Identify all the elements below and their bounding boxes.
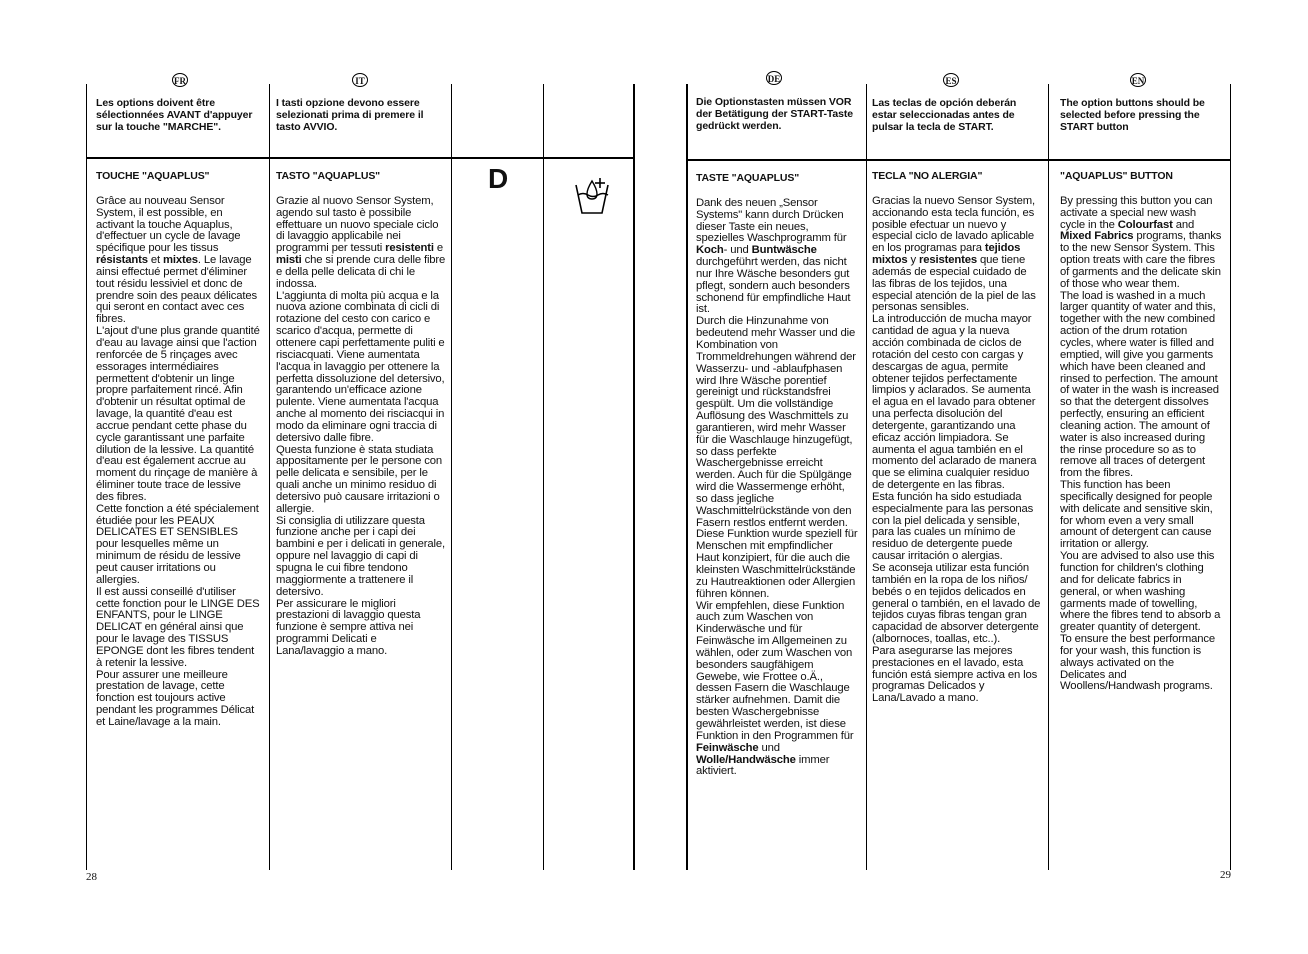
page-number-right: 29 bbox=[1220, 869, 1231, 881]
column-rule bbox=[269, 84, 270, 870]
flag-fr-icon: FR bbox=[172, 73, 188, 87]
body-en: By pressing this button you can activate a special new wash cycle in the Colourfast and Mixed Fabrics programs, thanks to the new Sensor System. This option treats with care the fibres of garments and the delicate skin of those who wear them. The load is washed in a much larger quantity of water and this, together with the new combined action of the drum rotation cycles, where water is filled and emptied, will give you garments which have been cleaned and rinsed to perfection. The amount of water in the wash is increased so that the detergent dissolves perfectly, ensuring an efficient cleaning action. The amount of water is also increased during the rinse procedure so as to remove all traces of detergent from the fibres. This function has been specifically designed for people with delicate and sensitive skin, for whom even a very small amount of detergent can cause irritation or allergy. You are advised to also use this function for children's clothing and for delicate fabrics in general, or when washing garments made of towelling, where the fibres tend to absorb a greater quantity of detergent. To ensure the best performance for your wash, this function is always activated on the Delicates and Woollens/Handwash programs. bbox=[1060, 194, 1222, 693]
flag-es-icon: ES bbox=[943, 73, 959, 87]
body-es: Gracias la nuevo Sensor System, accionando esta tecla función, es posible efectuar un nuevo y especial ciclo de lavado aplicable en los programas para tejidos mixtos y resistentes que tiene además de especial cuidado de las fibras de los tejidos, una especial atención de la piel de las personas sensibles. La introducción de mucha mayor cantidad de agua y la nueva acción combinada de ciclos de rotación del cesto con cargas y descargas de agua, permite obtener tejidos perfectamente limpios y aclarados. Se aumenta el agua en el lavado para obtener una perfecta disolución del detergente, garantizando una eficaz acción limpiadora. Se aumenta el agua también en el momento del aclarado de manera que se elimina cualquier residuo de detergente en las fibras. Esta función ha sido estudiada especialmente para las personas con la piel delicada y sensible, para las cuales un mínimo de residuo de detergente puede causar irritación o alergias. Se aconseja utilizar esta función también en la ropa de los niños/ bebés o en tejidos delicados en general o también, en el lavado de tejidos cuyas fibras tengan gran capacidad de absorver detergente (albornoces, toallas, etc..). Para asegurarse las mejores prestaciones en el lavado, esta función está siempre activa en los programas Delicados y Lana/Lavado a mano. bbox=[872, 194, 1041, 705]
heading-de: TASTE "AQUAPLUS" bbox=[696, 172, 800, 184]
column-rule bbox=[866, 84, 867, 870]
heading-es: TECLA "NO ALERGIA" bbox=[872, 170, 983, 182]
note-en: The option buttons should be selected before pressing the START button bbox=[1060, 97, 1205, 133]
flag-de-icon: DE bbox=[766, 71, 782, 85]
page-edge-rule bbox=[633, 84, 635, 870]
header-divider bbox=[686, 159, 1231, 161]
column-en bbox=[1060, 171, 1222, 693]
column-fr bbox=[96, 171, 261, 729]
body-it: Grazie al nuovo Sensor System, agendo sul tasto è possibile effettuare un nuovo speciale ciclo di lavaggio applicabile nei programmi per tessuti resistenti e misti che si prende cura delle fibre e della pelle delicata di chi le indossa. L'aggiunta di molta più acqua e la nuova azione combinata di cicli di rotazione del cesto con carico e scarico d'acqua, permette di ottenere capi perfettamente puliti e risciacquati. Viene aumentata l'acqua in lavaggio per ottenere la perfetta dissoluzione del detersivo, garantendo un'efficace azione pulente. Viene aumentata l'acqua anche al momento dei risciacqui in modo da eliminare ogni traccia di detersivo dalle fibre. Questa funzione è stata studiata appositamente per le persone con pelle delicata e sensibile, per le quali anche un minimo residuo di detersivo può causare irritazioni o allergie. Si consiglia di utilizzare questa funzione anche per i capi dei bambini e per i delicati in generale, oppure nel lavaggio di capi di spugna le cui fibre tendono maggiormente a trattenere il detersivo. Per assicurare le migliori prestazioni di lavaggio questa funzione è sempre attiva nei programmi Delicati e Lana/lavaggio a mano. bbox=[276, 194, 446, 657]
column-rule bbox=[1048, 84, 1049, 870]
page-edge-rule bbox=[686, 84, 688, 870]
note-fr: Les options doivent être sélectionnées AVANT d'appuyer sur la touche "MARCHE". bbox=[96, 97, 253, 133]
note-de: Die Optionstasten müssen VOR der Betätigung der START-Taste gedrückt werden. bbox=[696, 96, 854, 132]
column-rule bbox=[451, 84, 452, 870]
flag-it-icon: IT bbox=[352, 73, 368, 87]
column-rule bbox=[1230, 84, 1231, 870]
column-de bbox=[696, 173, 858, 778]
body-fr: Grâce au nouveau Sensor System, il est possible, en activant la touche Aquaplus, d'effectuer un cycle de lavage spécifique pour les tissus résistants et mixtes. Le lavage ainsi effectué permet d'éliminer tout résidu lessiviel et donc de prendre soin des peaux délicates qui seront en contact avec ces fibres. L'ajout d'une plus grande quantité d'eau au lavage ainsi que l'action renforcée de 5 rinçages avec essorages intermédiaires permettent d'obtenir un linge propre parfaitement rincé. Afin d'obtenir un résultat optimal de lavage, la quantité d'eau est accrue pendant cette phase du cycle garantissant une parfaite dilution de la lessive. La quantité d'eau est également accrue au moment du rinçage de manière à éliminer toute trace de lessive des fibres. Cette fonction a été spécialement étudiée pour les PEAUX DELICATES ET SENSIBLES pour lesquelles même un minimum de résidu de lessive peut causer irritations ou allergies. Il est aussi conseillé d'utiliser cette fonction pour le LINGE DES ENFANTS, pour le LINGE DELICAT en général ainsi que pour le lavage des TISSUS EPONGE dont les fibres tendent à retenir la lessive. Pour assurer une meilleure prestation de lavage, cette fonction est toujours active pendant les programmes Délicat et Laine/lavage a la main. bbox=[96, 194, 260, 728]
heading-fr: TOUCHE "AQUAPLUS" bbox=[96, 170, 210, 182]
flag-en-icon: EN bbox=[1130, 73, 1146, 87]
note-it: I tasti opzione devono essere selezionati prima di premere il tasto AVVIO. bbox=[276, 97, 424, 133]
header-divider bbox=[86, 157, 635, 159]
column-es bbox=[872, 171, 1042, 705]
section-letter: D bbox=[488, 163, 509, 194]
note-es: Las teclas de opción deberán estar seleccionadas antes de pulsar la tecla de START. bbox=[872, 97, 1017, 133]
heading-en: "AQUAPLUS" BUTTON bbox=[1060, 170, 1173, 182]
column-rule bbox=[543, 84, 544, 870]
body-de: Dank des neuen „Sensor Systems" kann durch Drücken dieser Taste ein neues, spezielles Waschprogramm für Koch- und Buntwäsche durchgeführt werden, das nicht nur Ihre Wäsche besonders gut pflegt, sondern auch besonders schonend für empfindliche Haut ist. Durch die Hinzunahme von bedeutend mehr Wasser und die Kombination von Trommeldrehungen während der Wasserzu- und -ablaufphasen wird Ihre Wäsche porentief gereinigt und rückstandsfrei gespült. Um die vollständige Auflösung des Waschmittels zu garantieren, wird mehr Wasser für die Waschlauge hinzugefügt, so dass perfekte Waschergebnisse erreicht werden. Auch für die Spülgänge wird die Wassermenge erhöht, so dass jegliche Waschmittelrückstände von den Fasern restlos entfernt werden. Diese Funktion wurde speziell für Menschen mit empfindlicher Haut konzipiert, für die auch die kleinsten Waschmittelrückstände zu Hautreaktionen oder Allergien führen können. Wir empfehlen, diese Funktion auch zum Waschen von Kinderwäsche und für Feinwäsche im Allgemeinen zu wählen, oder zum Waschen von besonders saugfähigem Gewebe, wie Frottee o.Ä., dessen Fasern die Waschlauge stärker aufnehmen. Damit die besten Waschergebnisse gewährleistet werden, ist diese Funktion in den Programmen für Feinwäsche und Wolle/Handwäsche immer aktiviert. bbox=[696, 196, 858, 778]
aquaplus-wash-tub-icon bbox=[573, 175, 611, 217]
page-number-left: 28 bbox=[86, 871, 97, 883]
column-it bbox=[276, 171, 446, 658]
column-rule bbox=[86, 84, 87, 870]
heading-it: TASTO "AQUAPLUS" bbox=[276, 170, 381, 182]
